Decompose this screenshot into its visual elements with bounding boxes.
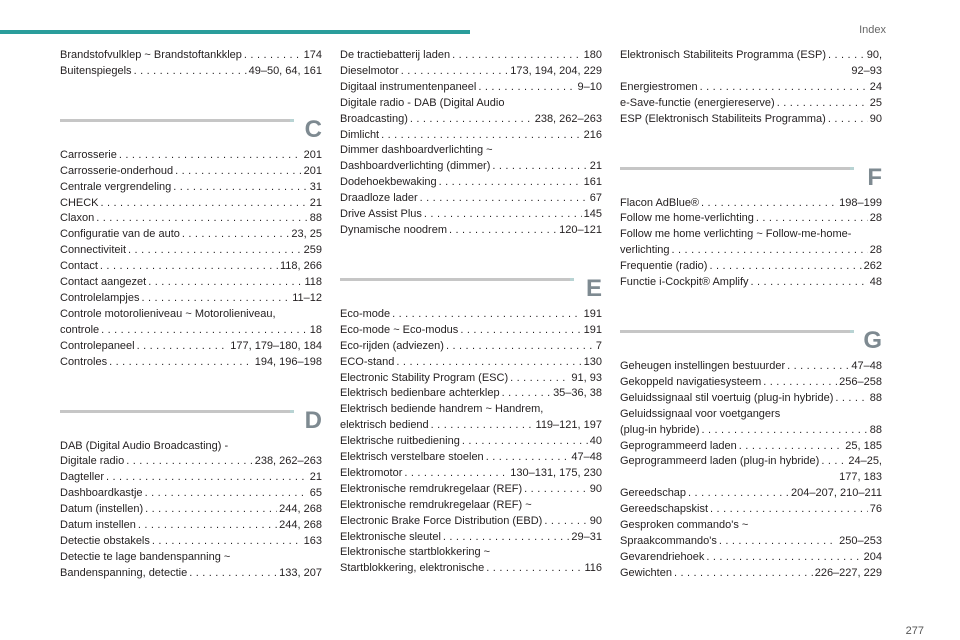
index-entry — [620, 211, 882, 227]
dot-leader — [524, 482, 588, 498]
index-entry-term: Elektrisch bediende handrem ~ Handrem, — [340, 403, 544, 416]
dot-leader — [106, 470, 308, 486]
index-entry-term: Elektromotor — [340, 466, 403, 479]
index-entry — [340, 223, 602, 239]
index-entry — [340, 64, 602, 80]
index-entry-term: CHECK — [60, 196, 99, 209]
index-entry-term: Dynamische noodrem — [340, 223, 447, 236]
index-entry — [620, 566, 882, 582]
index-entry-term: Controlelampjes — [60, 291, 140, 304]
index-entry — [340, 498, 602, 530]
index-entry-page-ref[interactable]: 120–121 — [559, 223, 602, 236]
index-column-2 — [340, 48, 602, 577]
index-entry-term: Flacon AdBlue® — [620, 196, 700, 209]
dot-leader — [672, 243, 868, 259]
index-entry-page-ref[interactable]: 238, 262–263 — [534, 112, 602, 125]
index-entry-term: Controlepaneel — [60, 339, 135, 352]
index-entry-term: Bandenspanning, detectie — [60, 566, 188, 579]
dot-leader — [137, 339, 229, 355]
index-entry-term: Gereedschap — [620, 487, 687, 500]
index-entry-term: Gesproken commando's ~ — [620, 519, 749, 532]
index-entry-pages-continued: 92–93 — [851, 64, 882, 77]
index-entry — [60, 534, 322, 550]
index-entry-page-ref[interactable]: 76 — [869, 503, 882, 516]
page-header-title: Index — [859, 24, 886, 36]
dot-leader — [688, 486, 789, 502]
index-entry — [340, 96, 602, 128]
index-entry-term: Carrosserie-onderhoud — [60, 164, 174, 177]
index-entry-page-ref[interactable]: 90 — [589, 482, 602, 495]
dot-leader — [787, 359, 849, 375]
index-entry — [60, 439, 322, 471]
index-entry-term: Digitaal instrumentenpaneel — [340, 80, 477, 93]
index-entry-page-ref[interactable]: 90, — [866, 49, 882, 61]
index-section-f — [620, 142, 882, 196]
index-entry-term: Startblokkering, elektronische — [340, 562, 485, 575]
index-entry — [620, 439, 882, 455]
dot-leader — [739, 439, 844, 455]
index-entry — [60, 355, 322, 371]
index-entry — [60, 227, 322, 243]
dot-leader — [763, 375, 837, 391]
index-entry-term: Digitale radio — [60, 455, 125, 468]
dot-leader — [189, 566, 277, 582]
dot-leader — [700, 80, 868, 96]
index-entry-term: Eco-mode ~ Eco-modus — [340, 323, 459, 336]
index-entry-page-ref[interactable]: 201 — [303, 148, 322, 161]
index-entry — [620, 196, 882, 212]
dot-leader — [701, 423, 867, 439]
index-entry-term: Detectie obstakels — [60, 534, 150, 547]
index-entry-term: Elektronisch Stabiliteits Programma (ESP) — [620, 49, 827, 61]
index-entry — [620, 359, 882, 375]
index-entry-page-ref[interactable]: 21 — [589, 160, 602, 173]
index-entry-term: Dieselmotor — [340, 64, 399, 77]
index-entry — [340, 48, 602, 64]
dot-leader — [719, 534, 837, 550]
dot-leader — [486, 561, 582, 577]
index-entry-page-ref[interactable]: 23, 25 — [291, 228, 322, 241]
dot-leader — [145, 502, 277, 518]
dot-leader — [709, 259, 861, 275]
dot-leader — [821, 454, 846, 470]
index-entry — [620, 80, 882, 96]
index-entry — [620, 112, 882, 128]
index-entry-term: Spraakcommando's — [620, 534, 717, 547]
index-entry-page-ref[interactable]: 173, 194, 204, 229 — [510, 64, 602, 77]
section-divider — [620, 330, 854, 333]
index-entry — [340, 402, 602, 434]
index-entry — [340, 482, 602, 498]
index-entry-term: Claxon — [60, 212, 95, 225]
index-entry-term: Controle motorolieniveau ~ Motorolieniveau, — [60, 307, 276, 320]
index-entry-term: Elektronische startblokkering ~ — [340, 546, 491, 559]
index-entry-page-ref[interactable]: 177, 179–180, 184 — [230, 339, 322, 352]
dot-leader — [756, 211, 868, 227]
index-entry — [340, 323, 602, 339]
index-entry — [620, 275, 882, 291]
index-entry-term: (plug-in hybride) — [620, 423, 700, 436]
index-entry-page-ref[interactable]: 21 — [309, 471, 322, 484]
index-column-1 — [60, 48, 322, 582]
index-entry-term: Centrale vergrendeling — [60, 180, 172, 193]
dot-leader — [401, 64, 509, 80]
dot-leader — [119, 148, 302, 164]
index-entry — [340, 80, 602, 96]
index-entry-term: Dashboardkastje — [60, 487, 143, 500]
dot-leader — [701, 196, 837, 212]
dot-leader — [145, 486, 308, 502]
index-entry-term: Geheugen instellingen bestuurder — [620, 359, 786, 372]
index-column-3 — [620, 48, 882, 582]
index-entry — [60, 502, 322, 518]
index-entry-page-ref[interactable]: 65 — [309, 487, 322, 500]
index-entry-term: DAB (Digital Audio Broadcasting) - — [60, 439, 229, 452]
dot-leader — [182, 227, 290, 243]
index-entry-term: ECO-stand — [340, 355, 395, 368]
index-entry-term: Gereedschapskist — [620, 503, 709, 516]
dot-leader — [141, 291, 290, 307]
index-entry-page-ref[interactable]: 28 — [869, 244, 882, 257]
index-entry — [60, 148, 322, 164]
index-entry — [340, 355, 602, 371]
index-entry — [340, 175, 602, 191]
index-entry-term: De tractiebatterij laden — [340, 49, 451, 61]
index-entry-page-ref[interactable]: 130–131, 175, 230 — [510, 466, 602, 479]
index-entry-term: Digitale radio - DAB (Digital Audio — [340, 96, 505, 109]
index-entry — [60, 164, 322, 180]
index-entry-term: Elektronische sleutel — [340, 530, 441, 543]
index-section-c — [60, 94, 322, 148]
index-entry-term: Datum (instellen) — [60, 503, 144, 516]
dot-leader — [101, 323, 308, 339]
header-accent-bar — [0, 30, 470, 34]
section-letter: E — [585, 274, 602, 302]
index-entry-page-ref[interactable]: 145 — [583, 208, 602, 221]
index-entry-term: Dashboardverlichting (dimmer) — [340, 160, 491, 173]
index-entry — [340, 545, 602, 577]
index-entry — [340, 371, 602, 387]
dot-leader — [420, 191, 588, 207]
index-entry-page-ref[interactable]: 25 — [869, 96, 882, 109]
index-entry — [60, 291, 322, 307]
index-entry-page-ref[interactable]: 90 — [589, 514, 602, 527]
index-entry-term: Contact aangezet — [60, 276, 147, 289]
index-entry — [340, 339, 602, 355]
index-entry-page-ref[interactable]: 18 — [309, 323, 322, 336]
index-entry — [60, 275, 322, 291]
dot-leader — [486, 450, 570, 466]
section-divider — [340, 278, 574, 281]
index-entry — [340, 143, 602, 175]
index-entry-term: Datum instellen — [60, 519, 136, 532]
index-entry — [60, 196, 322, 212]
section-divider — [60, 119, 294, 122]
dot-leader — [148, 275, 302, 291]
index-section-g — [620, 305, 882, 359]
index-entry-page-ref[interactable]: 238, 262–263 — [254, 455, 322, 468]
section-letter: F — [867, 163, 882, 191]
dot-leader — [452, 48, 582, 64]
index-entry-term: Contact — [60, 260, 98, 273]
index-entry-term: Elektronische remdrukregelaar (REF) ~ — [340, 498, 532, 511]
index-entry-term: Electronic Stability Program (ESC) — [340, 371, 509, 384]
index-entry-page-ref[interactable]: 90 — [869, 112, 882, 125]
dot-leader — [138, 518, 277, 534]
index-entry — [60, 259, 322, 275]
index-entry — [60, 339, 322, 355]
dot-leader — [446, 339, 594, 355]
index-entry-term: Detectie te lage bandenspanning ~ — [60, 550, 231, 563]
index-entry — [60, 48, 322, 64]
index-entry-page-ref[interactable]: 194, 196–198 — [254, 355, 322, 368]
index-entry — [60, 550, 322, 582]
index-entry-page-ref[interactable]: 244, 268 — [279, 503, 322, 516]
index-entry-term: Geluidssignaal voor voetgangers — [620, 407, 781, 420]
index-entry-term: ESP (Elektronisch Stabiliteits Programma) — [620, 112, 826, 125]
index-entry — [340, 450, 602, 466]
dot-leader — [173, 180, 307, 196]
dot-leader — [710, 502, 868, 518]
index-entry-term: Carrosserie — [60, 148, 117, 161]
index-entry-term: Draadloze lader — [340, 192, 418, 205]
index-entry — [620, 375, 882, 391]
index-entry-page-ref[interactable]: 191 — [583, 307, 602, 320]
index-entry — [620, 486, 882, 502]
index-entry-term: Follow me home-verlichting — [620, 212, 754, 225]
index-entry-term: Geprogrammeerd laden — [620, 439, 737, 452]
index-entry-term: Buitenspiegels — [60, 64, 132, 77]
index-entry-term: Connectiviteit — [60, 244, 127, 257]
dot-leader — [96, 211, 308, 227]
index-entry-term: Controles — [60, 355, 108, 368]
dot-leader — [152, 534, 302, 550]
index-entry-term: Elektrisch bedienbare achterklep — [340, 387, 500, 400]
index-entry — [60, 518, 322, 534]
index-entry-page-ref[interactable]: 163 — [303, 534, 322, 547]
index-entry-page-ref[interactable]: 259 — [303, 244, 322, 257]
dot-leader — [175, 164, 302, 180]
index-entry-term: Geluidssignaal stil voertuig (plug-in hybride) — [620, 391, 834, 404]
index-entry-page-ref[interactable]: 262 — [863, 260, 882, 273]
dot-leader — [751, 275, 868, 291]
index-entry-page-ref[interactable]: 47–48 — [571, 451, 602, 464]
index-entry-page-ref[interactable]: 88 — [869, 391, 882, 404]
index-entry — [620, 227, 882, 259]
index-entry-term: Frequentie (radio) — [620, 260, 708, 273]
index-entry — [60, 486, 322, 502]
index-entry-term: e-Save-functie (energiereserve) — [620, 96, 775, 109]
index-entry — [340, 307, 602, 323]
index-entry — [60, 307, 322, 339]
index-entry-page-ref[interactable]: 250–253 — [839, 534, 882, 547]
dot-leader — [100, 259, 278, 275]
index-entry-term: Brandstofvulklep ~ Brandstoftankklep — [60, 49, 242, 61]
index-entry — [60, 64, 322, 80]
index-entry — [620, 407, 882, 439]
index-section-e — [340, 253, 602, 307]
index-entry-page-ref[interactable]: 24 — [869, 80, 882, 93]
index-entry-page-ref[interactable]: 226–227, 229 — [814, 566, 882, 579]
index-entry-page-ref[interactable]: 130 — [583, 355, 602, 368]
index-entry — [340, 128, 602, 144]
index-entry-term: Functie i-Cockpit® Amplify — [620, 276, 749, 289]
dot-leader — [544, 514, 587, 530]
index-entry-term: Dimmer dashboardverlichting ~ — [340, 144, 493, 157]
index-entry-term: Dagteller — [60, 471, 105, 484]
index-entry — [620, 502, 882, 518]
dot-leader — [449, 223, 557, 239]
index-entry-term: Elektronische remdrukregelaar (REF) — [340, 482, 523, 495]
dot-leader — [101, 196, 308, 212]
dot-leader — [431, 418, 534, 434]
index-entry-page-ref[interactable]: 180 — [583, 49, 602, 61]
index-entry-term: Drive Assist Plus — [340, 208, 422, 221]
dot-leader — [134, 64, 247, 80]
dot-leader — [443, 530, 570, 546]
index-entry-page-ref[interactable]: 116 — [584, 562, 602, 575]
dot-leader — [439, 175, 582, 191]
index-entry — [340, 386, 602, 402]
index-entry-term: Gewichten — [620, 566, 672, 579]
dot-leader — [828, 112, 868, 128]
index-entry — [340, 191, 602, 207]
index-entry-page-ref[interactable]: 118, 266 — [279, 260, 322, 273]
dot-leader — [128, 243, 302, 259]
index-entry — [620, 391, 882, 407]
index-entry-term: Dimlicht — [340, 128, 380, 141]
index-entry — [620, 454, 882, 486]
dot-leader — [460, 323, 581, 339]
dot-leader — [462, 434, 588, 450]
index-entry-page-ref[interactable]: 91, 93 — [571, 371, 602, 384]
dot-leader — [502, 386, 551, 402]
dot-leader — [478, 80, 575, 96]
dot-leader — [777, 96, 868, 112]
index-entry-page-ref[interactable]: 216 — [583, 128, 602, 141]
index-entry-term: elektrisch bediend — [340, 419, 429, 432]
index-entry-term: Follow me home verlichting ~ Follow-me-home- — [620, 228, 852, 241]
section-letter: D — [304, 406, 322, 434]
dot-leader — [706, 550, 861, 566]
index-entry-page-ref[interactable]: 133, 207 — [279, 566, 322, 579]
index-entry-page-ref[interactable]: 244, 268 — [279, 519, 322, 532]
index-entry — [620, 48, 882, 80]
index-entry — [340, 207, 602, 223]
section-letter: G — [863, 326, 882, 354]
index-entry — [60, 180, 322, 196]
index-entry-term: Gekoppeld navigatiesysteem — [620, 375, 762, 388]
dot-leader — [392, 307, 582, 323]
index-entry-page-ref[interactable]: 256–258 — [839, 375, 882, 388]
dot-leader — [381, 128, 582, 144]
index-entry — [620, 550, 882, 566]
index-entry-page-ref[interactable]: 88 — [869, 423, 882, 436]
index-entry-page-ref[interactable]: 119–121, 197 — [535, 419, 602, 432]
index-entry-page-ref[interactable]: 161 — [583, 176, 602, 189]
index-entry-term: Elektrische ruitbediening — [340, 435, 460, 448]
index-entry-page-ref[interactable]: 35–36, 38 — [553, 387, 602, 400]
index-entry-term: Electronic Brake Force Distribution (EBD) — [340, 514, 543, 527]
dot-leader — [396, 355, 581, 371]
dot-leader — [674, 566, 813, 582]
index-entry-page-ref[interactable]: 49–50, 64, 161 — [248, 64, 322, 77]
index-entry-page-ref[interactable]: 40 — [589, 435, 602, 448]
index-entry — [340, 530, 602, 546]
index-entry-page-ref[interactable]: 191 — [583, 323, 602, 336]
dot-leader — [424, 207, 582, 223]
index-entry — [340, 466, 602, 482]
index-entry — [60, 243, 322, 259]
index-entry-term: Broadcasting) — [340, 112, 408, 125]
dot-leader — [404, 466, 508, 482]
index-entry-page-ref[interactable]: 174 — [303, 49, 322, 61]
index-entry — [60, 211, 322, 227]
index-entry-term: Dodehoekbewaking — [340, 176, 437, 189]
page-number: 277 — [905, 625, 924, 637]
dot-leader — [109, 355, 253, 371]
dot-leader — [492, 159, 587, 175]
index-entry-term: Elektrisch verstelbare stoelen — [340, 451, 484, 464]
index-entry-page-ref[interactable]: 47–48 — [851, 359, 882, 372]
index-entry-page-ref[interactable]: 201 — [303, 164, 322, 177]
index-entry-page-ref[interactable]: 24–25, — [848, 455, 882, 468]
index-entry-page-ref[interactable]: 9–10 — [577, 80, 602, 93]
index-entry — [60, 470, 322, 486]
index-entry-page-ref[interactable]: 67 — [589, 192, 602, 205]
index-entry — [340, 434, 602, 450]
section-divider — [620, 167, 854, 170]
index-entry-page-ref[interactable]: 21 — [309, 196, 322, 209]
index-entry-term: Configuratie van de auto — [60, 228, 180, 241]
index-entry — [620, 259, 882, 275]
index-entry-term: Geprogrammeerd laden (plug-in hybride) — [620, 455, 820, 468]
index-entry-page-ref[interactable]: 204 — [863, 550, 882, 563]
index-entry-page-ref[interactable]: 29–31 — [571, 530, 602, 543]
index-entry-pages-continued: 177, 183 — [839, 471, 882, 484]
index-entry — [620, 518, 882, 550]
index-entry-page-ref[interactable]: 198–199 — [839, 196, 882, 209]
index-entry-page-ref[interactable]: 48 — [869, 276, 882, 289]
dot-leader — [126, 454, 253, 470]
index-entry-page-ref[interactable]: 7 — [595, 339, 602, 352]
dot-leader — [410, 112, 533, 128]
dot-leader — [244, 48, 302, 64]
index-entry-page-ref[interactable]: 88 — [309, 212, 322, 225]
index-entry-page-ref[interactable]: 25, 185 — [845, 439, 882, 452]
index-entry — [620, 96, 882, 112]
index-entry-term: controle — [60, 323, 100, 336]
dot-leader — [828, 48, 865, 64]
index-entry-page-ref[interactable]: 28 — [869, 212, 882, 225]
index-entry-page-ref[interactable]: 204–207, 210–211 — [791, 487, 882, 500]
index-entry-term: Gevarendriehoek — [620, 550, 705, 563]
index-entry-page-ref[interactable]: 11–12 — [292, 291, 322, 304]
index-entry-term: Energiestromen — [620, 80, 698, 93]
index-entry-page-ref[interactable]: 31 — [309, 180, 322, 193]
section-letter: C — [304, 115, 322, 143]
index-entry-page-ref[interactable]: 118 — [304, 276, 322, 289]
index-entry-term: Eco-mode — [340, 307, 391, 320]
index-entry-term: Eco-rijden (adviezen) — [340, 339, 444, 352]
section-divider — [60, 410, 294, 413]
dot-leader — [835, 391, 867, 407]
dot-leader — [510, 371, 569, 387]
index-entry-term: verlichting — [620, 244, 670, 257]
index-section-d — [60, 385, 322, 439]
